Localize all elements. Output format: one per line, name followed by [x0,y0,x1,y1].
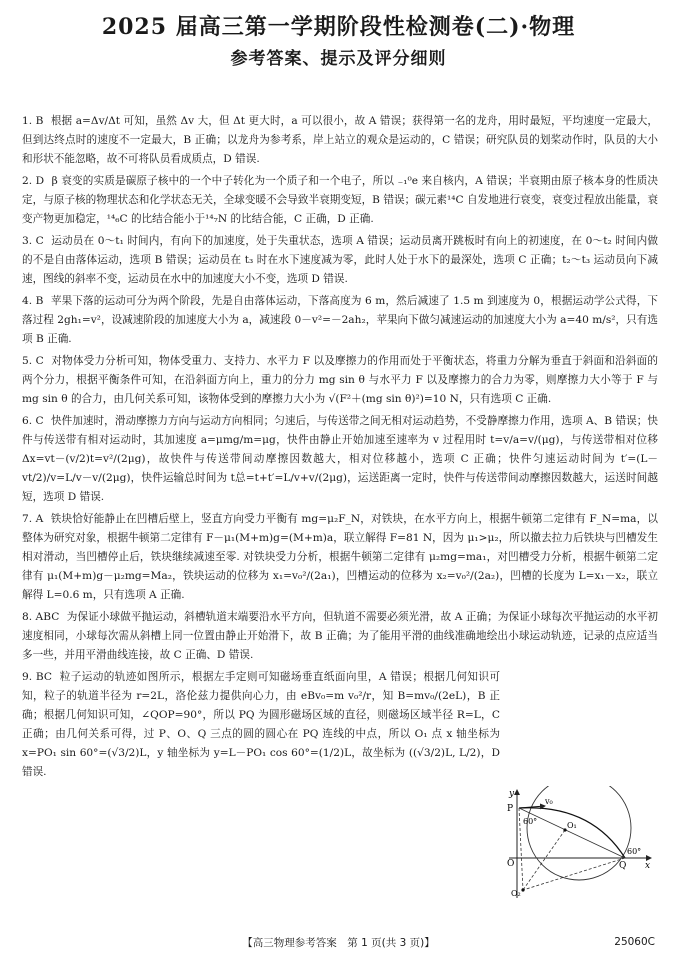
label-o1: O₁ [567,821,577,830]
answer-text: 对物体受力分析可知，物体受重力、支持力、水平力 F 以及摩擦力的作用而处于平衡状态，将重力分解为垂直于斜面和沿斜面的两个分力，根据平衡条件可知，在沿斜面方向上，重力的分力 mg sin θ 与水平力 F 以及摩擦力的合力为零，则摩擦力大小等于 F 与 mg sin θ 的合力，由几何关系可知，该物体受到的摩擦力大小为 √(F²＋(mg sin θ)²)=10 N，只有选项 C 正确. [22,355,658,405]
answer-number: 4. B [22,295,44,307]
answer-item-7 [22,510,658,605]
answer-list [22,112,658,785]
answer-number: 9. BC [22,671,52,683]
answer-item-5 [22,352,658,409]
pq-line [519,808,625,858]
answer-number: 6. C [22,415,44,427]
answer-text: 运动员在 0～t₁ 时间内，有向下的加速度，处于失重状态，选项 A 错误；运动员离开跳板时有向上的初速度，在 0～t₂ 时间内做的不是自由落体运动，选项 B 错误；运动员在 t₃ 时在水下速度减为零，此时人处于水下的最深处，选项 C 正确；t₂～t₃ 运动员向下减速，图线的斜率不变，运动员在水中的加速度大小不变，选项 D 错误. [22,235,658,285]
magnetic-field-circle [527,786,631,880]
page-subtitle: 参考答案、提示及评分细则 [230,49,447,69]
label-p: P [507,804,514,814]
answer-number: 7. A [22,513,44,525]
answer-number: 2. D [22,175,45,187]
answer-number: 8. ABC [22,611,60,623]
answer-text: 粒子运动的轨迹如图所示，根据左手定则可知磁场垂直纸面向里，A 错误；根据几何知识可知，粒子的轨道半径为 r=2L，洛伦兹力提供向心力，由 eBv₀=m v₀²/r，知 B=mv₀/(2eL)，B 正确；根据几何知识可知，∠QOP=90°，所以 PQ 为圆形磁场区域的直径，则磁场区域半径 R=L，C 正确；由几何关系可得，过 P、O、Q 三点的圆的圆心在 PQ 连线的中点，所以 O₁ 点 x 轴坐标为 x=PO₁ sin 60°=(√3/2)L，y 轴坐标为 y=L－PO₁ cos 60°=(1/2)L，故坐标为 ((√3/2)L, L/2)，D 错误. [22,671,501,778]
answer-text: 苹果下落的运动可分为两个阶段，先是自由落体运动，下落高度为 6 m，然后减速了 1.5 m 到速度为 0，根据运动学公式得，下落过程 2gh₁=v²，设减速阶段的加速度大小为 a，减速段 0－v²=－2ah₂，苹果向下做匀减速运动的加速度大小为 a=40 m/s²，只有选项 B 正确. [22,295,659,345]
document-code: 25060C [614,936,655,948]
radius-line-2 [523,858,625,890]
label-y: y [509,789,515,799]
label-q: Q [619,861,627,871]
trajectory-figure [505,786,655,902]
answer-text: 快件加速时，滑动摩擦力方向与运动方向相同；匀速后，与传送带之间无相对运动趋势，不受静摩擦力作用，选项 A、B 错误；快件与传送带有相对运动时，其加速度 a=μmg/m=μg，快件由静止开始加速至速率为 v 过程用时 t=v/a=v/(μg)，与传送带相对位移 Δx=vt－(v/2)t=v²/(2μg)，故快件与传送带间动摩擦因数越大，相对位移越小，选项 C 正确；快件匀速运动时间为 t′=(L－vt/2)/v=L/v－v/(2μg)，快件运输总时间为 t总=t+t′=L/v+v/(2μg)，运送距离一定时，快件与传送带间动摩擦因数越大，运送时间越短，选项 D 错误. [22,415,658,503]
answer-item-3 [22,232,658,289]
answer-number: 3. C [22,235,44,247]
label-angle-60-q: 60° [627,847,642,856]
label-v0: v₀ [545,797,553,806]
answer-number: 5. C [22,355,44,367]
answer-item-6 [22,412,658,507]
page-title: 2025 届高三第一学期阶段性检测卷(二)·物理 [101,14,576,40]
answer-item-2 [22,172,658,229]
answer-item-9 [22,668,500,782]
o1-line [523,830,565,890]
label-angle-60-top: 60° [523,817,538,826]
label-o: O [507,859,515,869]
answer-item-8 [22,608,658,665]
answer-text: 根据 a=Δv/Δt 可知，虽然 Δv 大，但 Δt 更大时，a 可以很小，故 A 错误；获得第一名的龙舟，用时最短，平均速度一定最大，但到达终点时的速度不一定最大，B 正确；以龙舟为参考系，岸上站立的观众是运动的，C 错误；研究队员的划桨动作时，队员的大小和形状不能忽略，故不可将队员看成质点，D 错误. [22,115,658,165]
point-o2 [521,888,524,891]
page-footer: 【高三物理参考答案 第 1 页(共 3 页)】 [242,937,435,949]
answer-text: 铁块恰好能静止在凹槽后壁上，竖直方向受力平衡有 mg=μ₂F_N，对铁块，在水平方向上，根据牛顿第二定律有 F_N=ma，以整体为研究对象，根据牛顿第二定律有 F－μ₁(M+m)g=(M+m)a，联立解得 F=81 N，因为 μ₁>μ₂，所以撤去拉力后铁块与凹槽发生相对滑动，当凹槽停止后，铁块继续减速至零. 对铁块受力分析，根据牛顿第二定律有 μ₂mg=ma₁，对凹槽受力分析，根据牛顿第二定律有 μ₁(M+m)g－μ₂mg=Ma₂，铁块运动的位移为 x₁=v₀²/(2a₁)，凹槽运动的位移为 x₂=v₀²/(2a₂)，凹槽的长度为 L=x₁－x₂，联立解得 L=0.6 m，只有选项 A 正确. [22,513,658,601]
label-o2: O₂ [511,889,521,898]
label-x: x [645,861,651,871]
answer-number: 1. B [22,115,44,127]
answer-item-4 [22,292,658,349]
answer-text: β 衰变的实质是碳原子核中的一个中子转化为一个质子和一个电子，所以 ₋₁⁰e 来自核内，A 错误；半衰期由原子核本身的性质决定，与原子核的物理状态和化学状态无关，全球变暖不会导致半衰期变短，B 错误；碳元素¹⁴C 自发地进行衰变，衰变过程放出能量，衰变产物更加稳定，¹⁴₆C 的比结合能小于¹⁴₇N 的比结合能，C 正确，D 正确. [22,175,658,225]
answer-text: 为保证小球做平抛运动，斜槽轨道末端要沿水平方向，但轨道不需要必须光滑，故 A 正确；为保证小球每次平抛运动的水平初速度相同，小球每次需从斜槽上同一位置由静止开始滑下，故 B 正确；为了能用平滑的曲线准确地绘出小球运动轨迹，记录的点应适当多一些，并用平滑曲线连接，故 C 正确、D 错误. [22,611,659,661]
answer-item-1 [22,112,658,169]
